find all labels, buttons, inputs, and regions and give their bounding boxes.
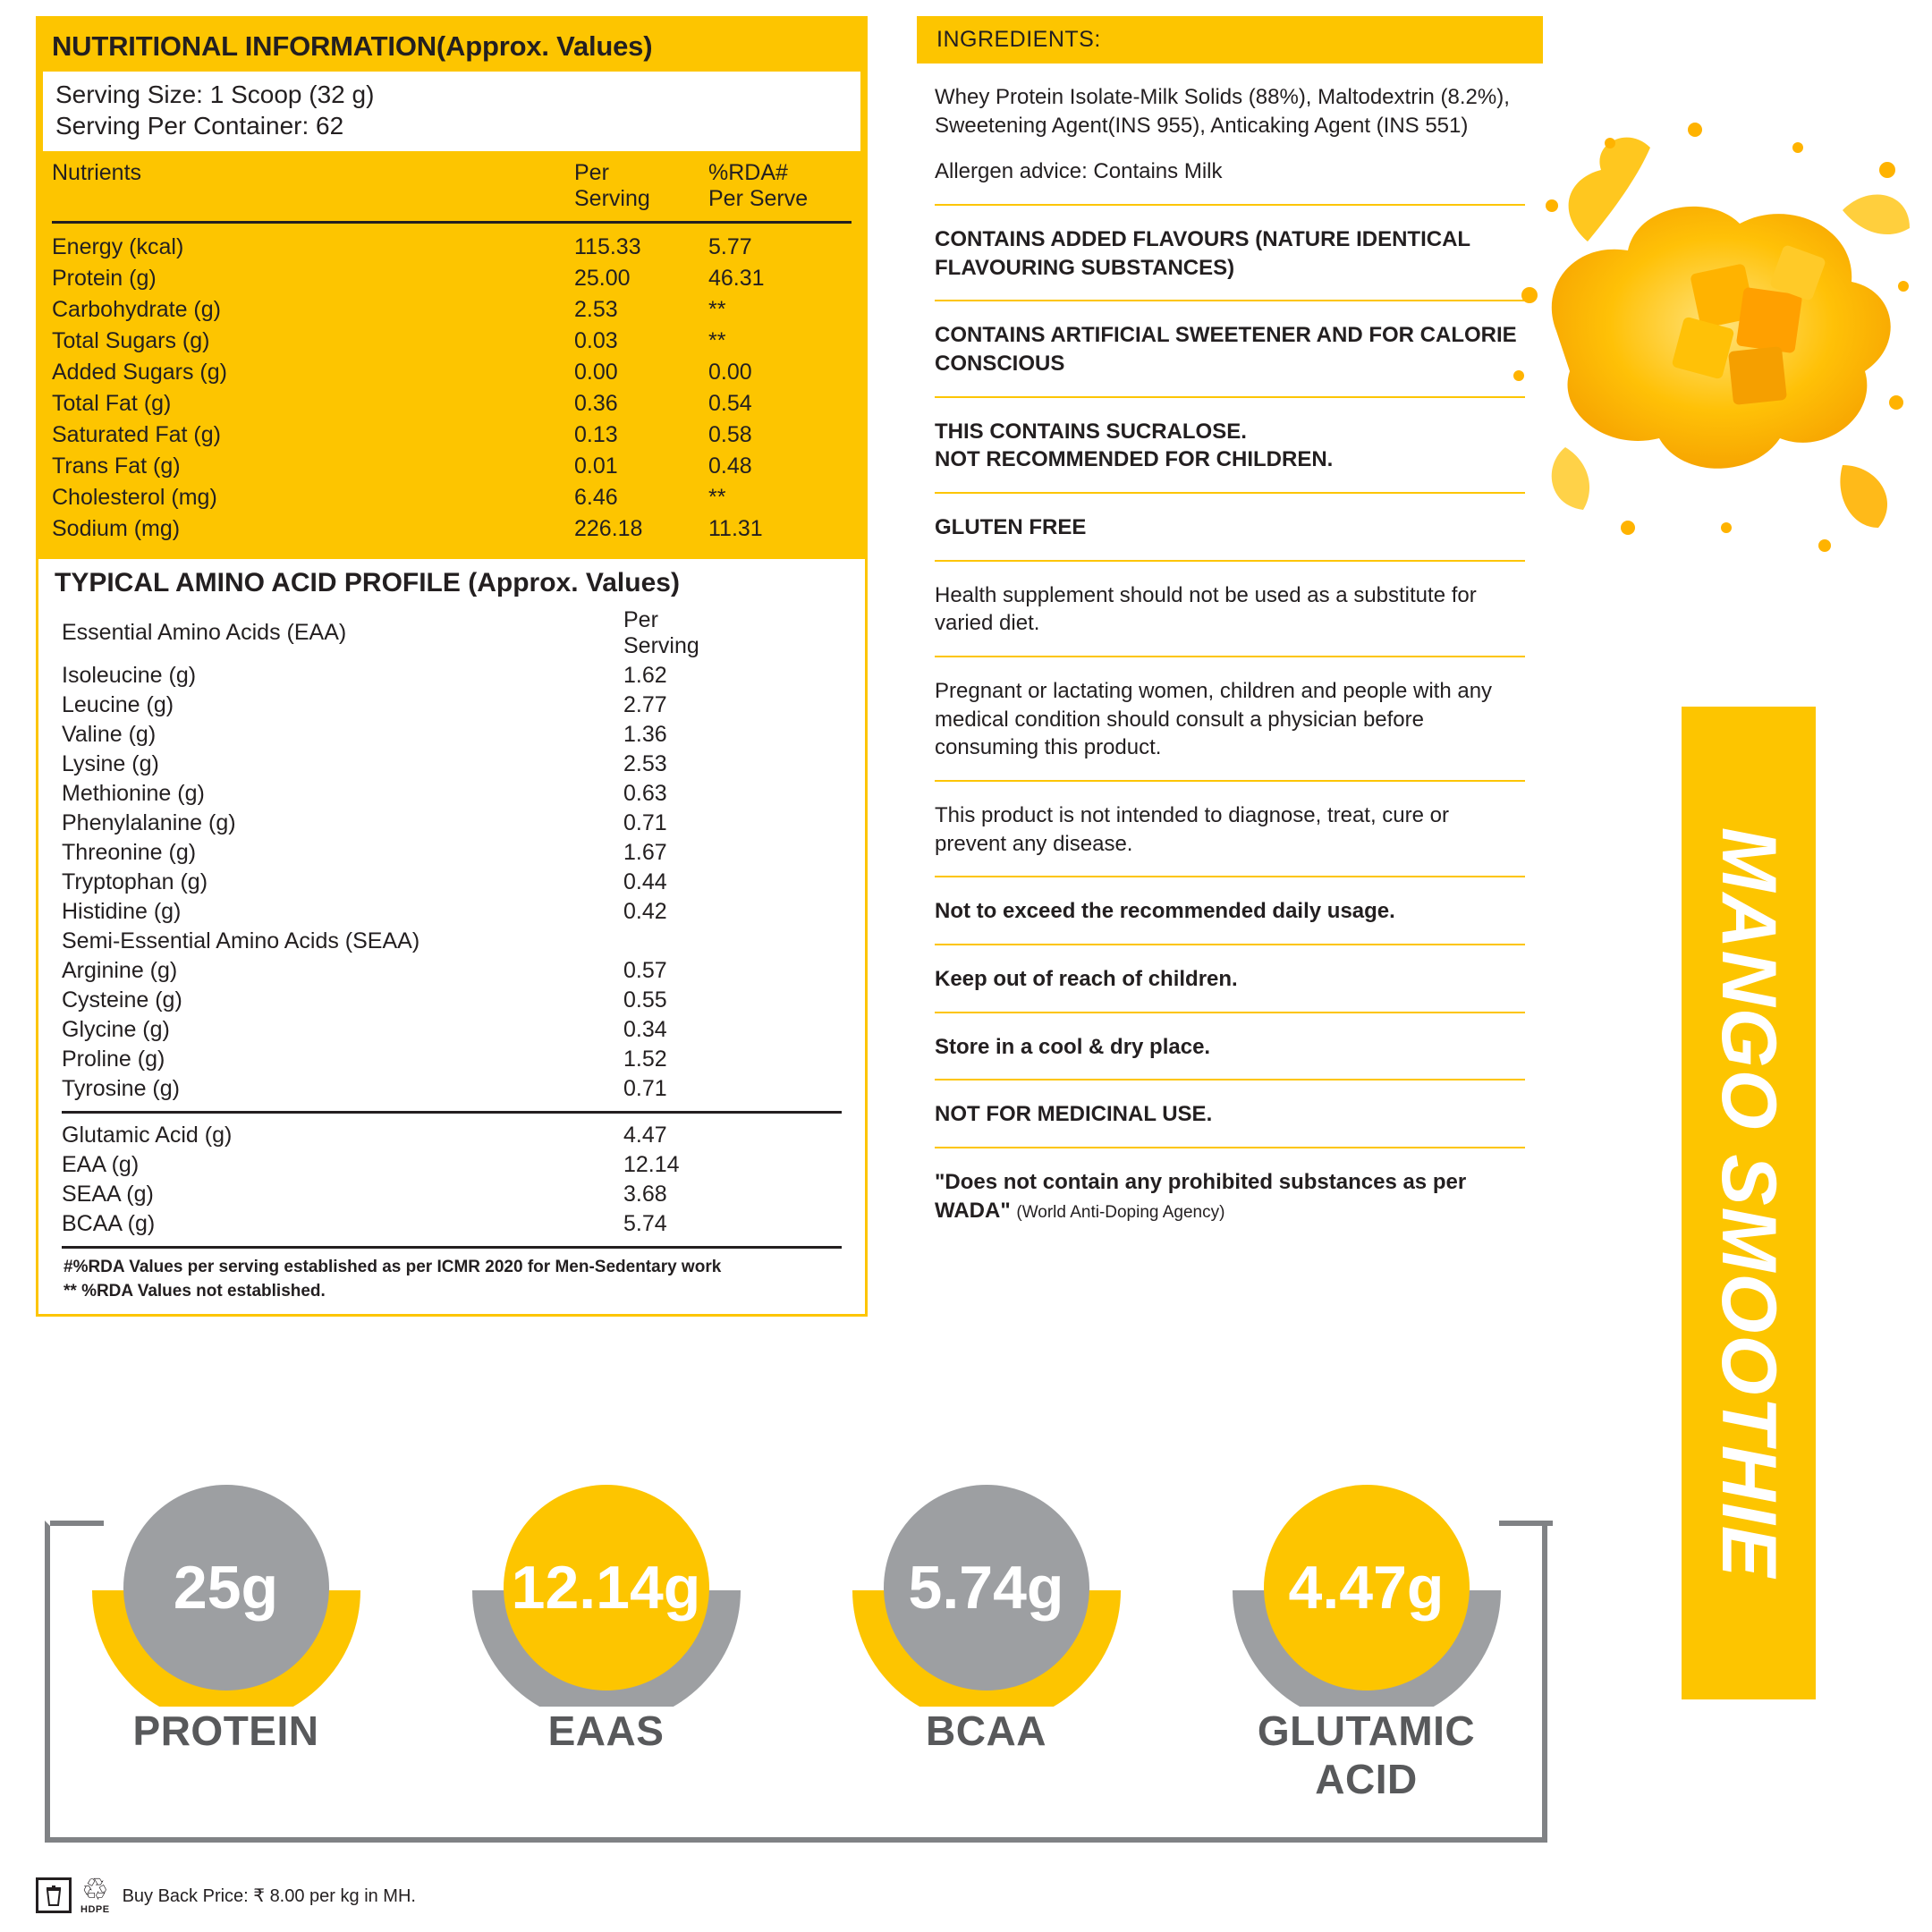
nutrient-name: Total Sugars (g) [52, 327, 210, 353]
amino-row [62, 779, 856, 809]
amino-value: 0.71 [623, 809, 667, 835]
amino-total-row [62, 1150, 856, 1180]
wada-small: (World Anti-Doping Agency) [1016, 1202, 1225, 1222]
flavour-banner [1682, 707, 1816, 1699]
nutrient-name: Added Sugars (g) [52, 359, 227, 385]
amino-divider [62, 1111, 842, 1114]
col-nutrients: Nutrients [52, 160, 574, 223]
badge-value: 12.14g [504, 1485, 709, 1690]
col-rda-line1: %RDA# [708, 159, 788, 185]
amino-value: 1.36 [623, 721, 667, 747]
amino-name: Proline (g) [62, 1046, 165, 1072]
badge-label: PROTEIN [121, 1707, 332, 1755]
nutrient-per-serving: 0.00 [574, 359, 618, 385]
amino-value: 0.55 [623, 987, 667, 1013]
amino-value: 1.52 [623, 1046, 667, 1072]
amino-value: 0.57 [623, 957, 667, 983]
nutrient-per-serving: 0.36 [574, 390, 618, 416]
nutrient-rda: 0.00 [708, 359, 752, 385]
serving-size: Serving Size: 1 Scoop (32 g) [55, 80, 375, 108]
seaa-header-row [62, 927, 856, 956]
amino-title: TYPICAL AMINO ACID PROFILE (Approx. Values) [55, 567, 680, 597]
amino-row [62, 809, 856, 838]
nutrient-per-serving: 2.53 [574, 296, 618, 322]
badge-row [36, 1485, 1556, 1803]
nutrient-rda: ** [708, 327, 726, 353]
amino-value: 1.62 [623, 662, 667, 688]
dustbin-icon [36, 1877, 72, 1913]
nutrition-table-body [52, 222, 852, 545]
nutrient-badges [36, 1485, 1556, 1869]
nutrient-badge [839, 1485, 1134, 1755]
amino-name: Tryptophan (g) [62, 869, 208, 894]
col-rda-line2: Per Serve [708, 185, 809, 211]
nutrition-table-header [52, 160, 852, 223]
amino-name: EAA (g) [62, 1151, 140, 1177]
nutrition-row [52, 222, 852, 263]
amino-value: 0.63 [623, 780, 667, 806]
amino-panel [36, 559, 868, 1317]
footer-icons [36, 1873, 110, 1915]
nutrient-per-serving: 226.18 [574, 515, 643, 541]
nutrition-row [52, 326, 852, 357]
nutrient-rda: ** [708, 484, 726, 510]
badge-value: 5.74g [884, 1485, 1089, 1690]
nutrition-row [52, 482, 852, 513]
mango-splash-image [1503, 107, 1914, 572]
nutrient-name: Total Fat (g) [52, 390, 172, 416]
ingredient-note: Pregnant or lactating women, children and people with any medical condition should consult a physician before consuming this product. [935, 679, 1493, 760]
left-column [36, 16, 868, 1317]
nutrient-rda: 46.31 [708, 265, 765, 291]
nutrition-row [52, 294, 852, 326]
amino-totals-table [62, 1121, 856, 1239]
amino-name: Threonine (g) [62, 839, 197, 865]
nutrient-per-serving: 0.01 [574, 453, 618, 479]
ingredient-note: THIS CONTAINS SUCRALOSE. NOT RECOMMENDED FOR CHILDREN. [935, 419, 1334, 472]
amino-value: 1.67 [623, 839, 667, 865]
amino-divider-2 [62, 1246, 842, 1249]
amino-name: Arginine (g) [62, 957, 178, 983]
serving-info [43, 72, 860, 151]
amino-value: 0.44 [623, 869, 667, 894]
nutrient-name: Protein (g) [52, 265, 157, 291]
nutrient-name: Sodium (mg) [52, 515, 181, 541]
amino-value: 3.68 [623, 1181, 667, 1207]
col-per-serving [574, 160, 708, 223]
badge-label: EAAS [536, 1707, 677, 1755]
nutrition-panel [36, 16, 868, 559]
serving-per-container: Serving Per Container: 62 [55, 112, 344, 140]
amino-name: Methionine (g) [62, 780, 205, 806]
nutrient-badge [459, 1485, 754, 1755]
ingredient-note: Keep out of reach of children. [935, 967, 1238, 992]
nutrient-rda: 0.54 [708, 390, 752, 416]
nutrition-row [52, 419, 852, 451]
amino-row [62, 691, 856, 720]
amino-table-body [62, 606, 856, 1104]
nutrient-name: Saturated Fat (g) [52, 421, 221, 447]
ingredient-note: Not to exceed the recommended daily usage. [935, 899, 1395, 924]
nutrient-name: Energy (kcal) [52, 233, 184, 259]
col-per-line2: Serving [574, 185, 650, 211]
amino-name: Isoleucine (g) [62, 662, 197, 688]
badge-value: 25g [123, 1485, 329, 1690]
amino-total-row [62, 1209, 856, 1239]
amino-row [62, 986, 856, 1015]
amino-table [62, 606, 856, 1104]
ingredients-header: INGREDIENTS: [917, 16, 1543, 64]
amino-name: Glutamic Acid (g) [62, 1122, 233, 1148]
amino-name: BCAA (g) [62, 1210, 156, 1236]
amino-row [62, 838, 856, 868]
nutrition-row [52, 451, 852, 482]
buy-back-price: Buy Back Price: ₹ 8.00 per kg in MH. [122, 1885, 416, 1906]
nutrition-row [52, 357, 852, 388]
amino-total-row [62, 1180, 856, 1209]
allergen-advice: Allergen advice: Contains Milk [935, 159, 1223, 184]
amino-name: Valine (g) [62, 721, 157, 747]
amino-row [62, 750, 856, 779]
col-per-line1: Per [574, 159, 609, 185]
amino-row [62, 1015, 856, 1045]
nutrition-row [52, 513, 852, 545]
nutrient-rda: 5.77 [708, 233, 752, 259]
amino-col-header: Per Serving [623, 606, 699, 658]
amino-row [62, 661, 856, 691]
ingredient-note: NOT FOR MEDICINAL USE. [935, 1102, 1213, 1127]
ingredient-note: This product is not intended to diagnose, treat, cure or prevent any disease. [935, 803, 1450, 856]
amino-name: Cysteine (g) [62, 987, 182, 1013]
ingredients-body [917, 64, 1543, 1242]
nutrient-rda: ** [708, 296, 726, 322]
amino-row [62, 1074, 856, 1104]
amino-value: 5.74 [623, 1210, 667, 1236]
amino-name: Histidine (g) [62, 898, 182, 924]
seaa-header: Semi-Essential Amino Acids (SEAA) [62, 928, 420, 953]
amino-header-row [62, 606, 856, 661]
recycle-hdpe-icon [80, 1873, 110, 1915]
amino-value: 2.53 [623, 750, 667, 776]
amino-value: 2.77 [623, 691, 667, 717]
amino-footnote-1: #%RDA Values per serving established as per ICMR 2020 for Men-Sedentary work [64, 1257, 722, 1276]
amino-row [62, 1045, 856, 1074]
wada-statement [924, 1148, 1536, 1242]
nutrient-rda: 11.31 [708, 515, 763, 541]
wada-main: "Does not contain any prohibited substances as per WADA" [935, 1170, 1467, 1223]
nutrient-name: Cholesterol (mg) [52, 484, 217, 510]
ingredient-note: Store in a cool & dry place. [935, 1034, 1211, 1059]
ingredients-list: Whey Protein Isolate-Milk Solids (88%), Maltodextrin (8.2%), Sweetening Agent(INS 955), Anticaking Agent (INS 551) [935, 85, 1510, 138]
badge-label: GLUTAMIC ACID [1219, 1707, 1514, 1803]
amino-row [62, 956, 856, 986]
nutrient-per-serving: 115.33 [574, 233, 641, 259]
ingredients-column [917, 16, 1543, 1242]
amino-name: Phenylalanine (g) [62, 809, 236, 835]
badge-label: BCAA [913, 1707, 1059, 1755]
recycle-triangle: ♲ [81, 1873, 109, 1907]
amino-total-row [62, 1121, 856, 1150]
nutrient-per-serving: 6.46 [574, 484, 618, 510]
ingredient-note: Health supplement should not be used as a substitute for varied diet. [935, 582, 1477, 636]
amino-row [62, 897, 856, 927]
amino-name: Tyrosine (g) [62, 1075, 180, 1101]
ingredient-note: GLUTEN FREE [935, 515, 1087, 540]
nutrition-table [52, 160, 852, 545]
eaa-header: Essential Amino Acids (EAA) [62, 620, 347, 646]
amino-name: Leucine (g) [62, 691, 174, 717]
amino-row [62, 868, 856, 897]
ingredient-notes [924, 204, 1536, 1147]
nutrient-per-serving: 0.13 [574, 421, 618, 447]
amino-name: Glycine (g) [62, 1016, 170, 1042]
ingredient-note: CONTAINS ADDED FLAVOURS (NATURE IDENTICAL FLAVOURING SUBSTANCES) [935, 227, 1470, 280]
amino-value: 12.14 [623, 1151, 680, 1177]
nutrient-per-serving: 0.03 [574, 327, 618, 353]
footer [36, 1873, 416, 1915]
nutrient-badge [79, 1485, 374, 1755]
amino-value: 0.34 [623, 1016, 667, 1042]
amino-value: 0.71 [623, 1075, 667, 1101]
nutrient-rda: 0.58 [708, 421, 752, 447]
amino-row [62, 720, 856, 750]
seaa-header-spacer [623, 927, 856, 956]
nutrition-table-wrap [36, 151, 868, 559]
nutrient-per-serving: 25.00 [574, 265, 631, 291]
nutrition-row [52, 263, 852, 294]
nutrient-name: Carbohydrate (g) [52, 296, 221, 322]
ingredient-note: CONTAINS ARTIFICIAL SWEETENER AND FOR CALORIE CONSCIOUS [935, 323, 1517, 377]
nutrient-rda: 0.48 [708, 453, 752, 479]
col-rda [708, 160, 852, 223]
nutrient-badge [1219, 1485, 1514, 1803]
flavour-name: MANGO SMOOTHIE [1706, 826, 1792, 1580]
amino-footnote-2: ** %RDA Values not established. [64, 1282, 326, 1301]
amino-value: 0.42 [623, 898, 667, 924]
nutrient-name: Trans Fat (g) [52, 453, 181, 479]
amino-value: 4.47 [623, 1122, 667, 1148]
nutrition-row [52, 388, 852, 419]
amino-name: Lysine (g) [62, 750, 159, 776]
hdpe-label: HDPE [80, 1903, 110, 1915]
amino-name: SEAA (g) [62, 1181, 154, 1207]
nutrition-title: NUTRITIONAL INFORMATION(Approx. Values) [52, 30, 653, 62]
amino-totals-body [62, 1121, 856, 1239]
badge-value: 4.47g [1264, 1485, 1470, 1690]
